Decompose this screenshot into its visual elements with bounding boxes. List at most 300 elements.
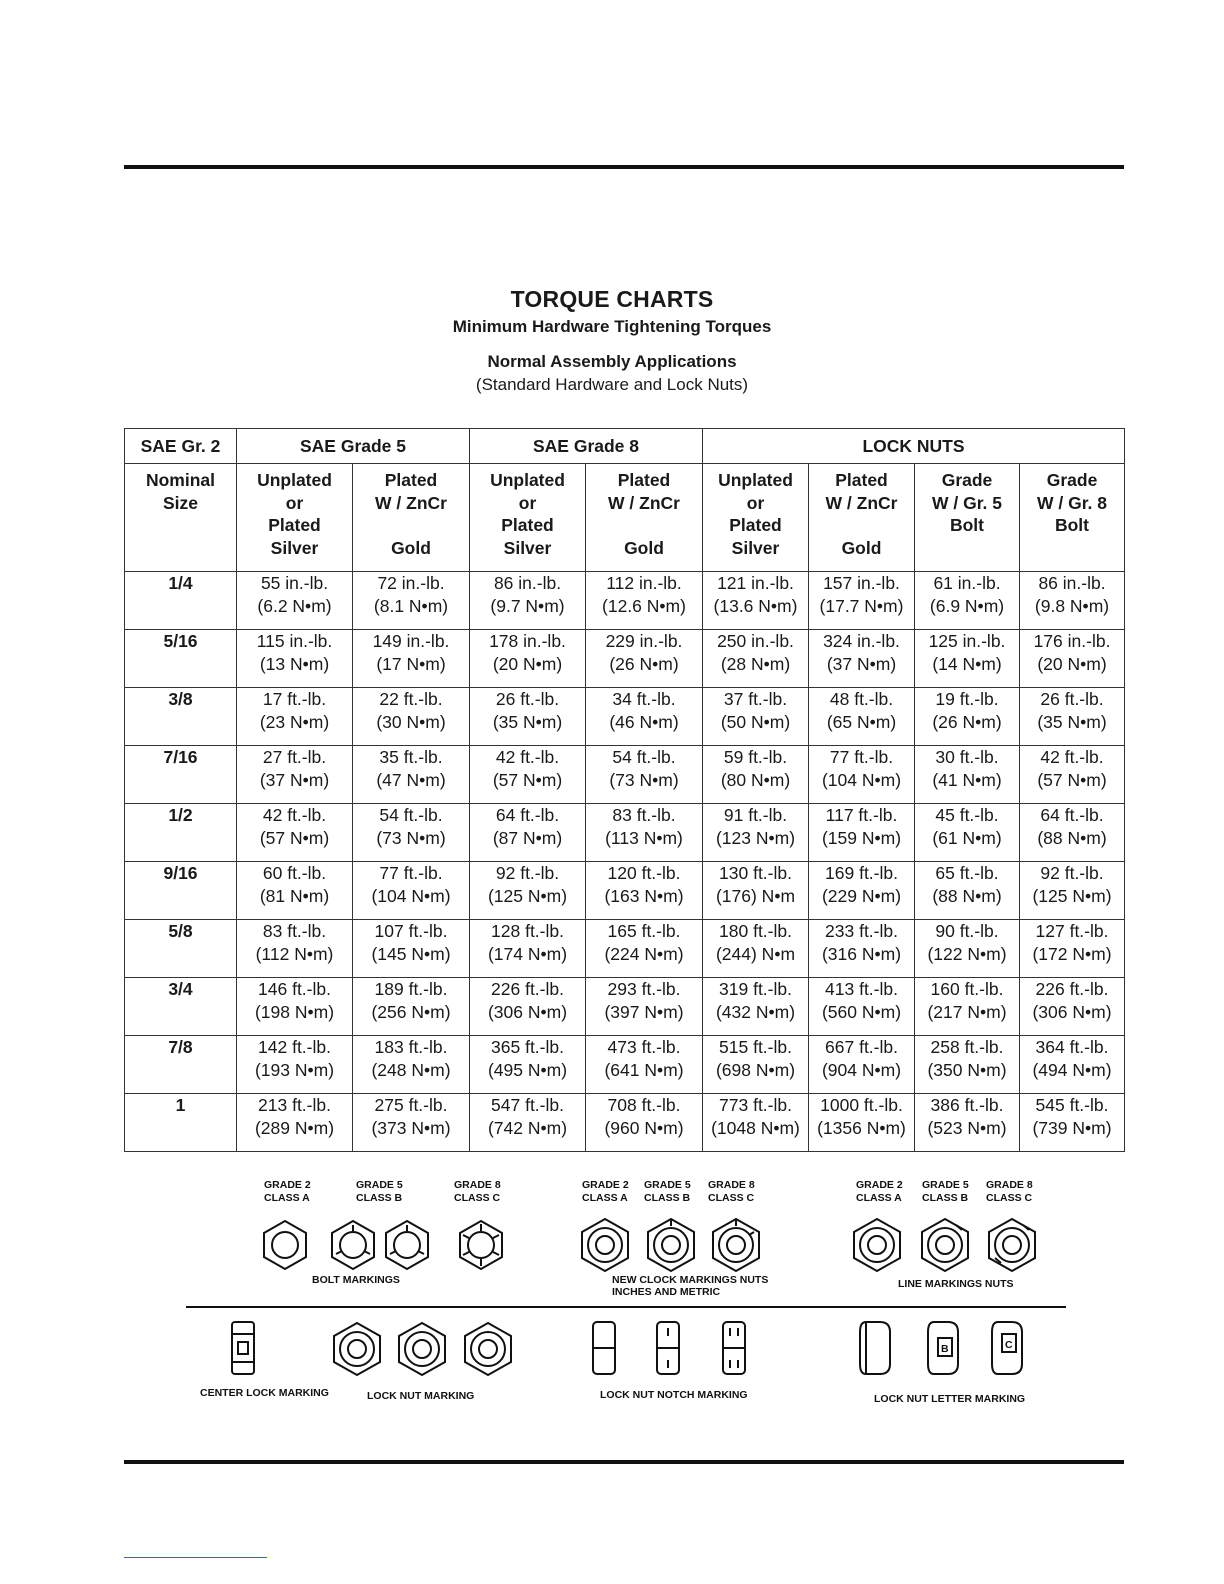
torque-imperial: 293 ft.-lb.: [607, 979, 681, 999]
torque-imperial: 233 ft.-lb.: [825, 921, 898, 941]
column-header-line: or: [518, 492, 537, 513]
torque-metric: (9.7 N•m): [490, 595, 565, 616]
torque-metric: (163 N•m): [604, 885, 684, 906]
torque-cell: [237, 804, 353, 862]
torque-metric: (373 N•m): [371, 1117, 451, 1138]
column-header-line: Gold: [624, 537, 664, 558]
torque-metric: (65 N•m): [826, 711, 897, 732]
grade-label: GRADE 2: [264, 1179, 311, 1191]
column-header-line: Silver: [270, 537, 319, 558]
torque-cell: [809, 1094, 915, 1152]
torque-cell: [353, 688, 470, 746]
table-row: [125, 978, 1125, 1036]
torque-cell: [915, 862, 1020, 920]
torque-imperial: 86 in.-lb.: [493, 573, 562, 593]
torque-table-body: [125, 572, 1125, 1152]
torque-metric: (229 N•m): [821, 885, 902, 906]
column-header-line: Unplated: [257, 470, 332, 490]
torque-imperial: 92 ft.-lb.: [495, 863, 560, 883]
class-label: CLASS B: [356, 1192, 403, 1204]
torque-metric: (57 N•m): [259, 827, 330, 848]
page-subtitle: Minimum Hardware Tightening Torques: [452, 317, 772, 336]
torque-imperial: 386 ft.-lb.: [930, 1095, 1004, 1115]
class-label: CLASS A: [582, 1192, 628, 1204]
column-header-line: Gold: [841, 537, 882, 558]
torque-metric: (57 N•m): [1037, 769, 1107, 790]
bolt-grade2-icon: [264, 1221, 306, 1269]
column-header: [809, 464, 915, 572]
torque-imperial: 54 ft.-lb.: [379, 805, 443, 825]
torque-metric: (37 N•m): [259, 769, 330, 790]
torque-cell: [1020, 630, 1125, 688]
class-label: CLASS B: [644, 1192, 691, 1204]
torque-metric: (306 N•m): [1032, 1001, 1112, 1022]
torque-metric: (256 N•m): [371, 1001, 451, 1022]
torque-imperial: 178 in.-lb.: [489, 631, 566, 651]
torque-imperial: 180 ft.-lb.: [719, 921, 792, 941]
torque-cell: [470, 862, 586, 920]
column-header: [915, 464, 1020, 572]
torque-cell: [353, 746, 470, 804]
torque-metric: (742 N•m): [487, 1117, 568, 1138]
table-row: [125, 746, 1125, 804]
torque-imperial: 17 ft.-lb.: [262, 689, 327, 709]
clock-markings-label: NEW CLOCK MARKINGS NUTS: [612, 1274, 769, 1286]
torque-imperial: 35 ft.-lb.: [379, 747, 443, 767]
grade-label: GRADE 5: [922, 1179, 969, 1191]
torque-metric: (30 N•m): [376, 711, 446, 732]
torque-cell: [237, 746, 353, 804]
column-header: [353, 464, 470, 572]
torque-metric: (41 N•m): [932, 769, 1002, 790]
torque-metric: (495 N•m): [487, 1059, 568, 1080]
torque-metric: (26 N•m): [609, 653, 679, 674]
column-header-line: [586, 514, 702, 537]
group-header: SAE Grade 8: [470, 429, 703, 464]
column-header-line: [915, 537, 1019, 560]
torque-imperial: 146 ft.-lb.: [258, 979, 331, 999]
lock-nut-label: LOCK NUT MARKING: [367, 1390, 475, 1402]
title-block: [0, 284, 1224, 396]
torque-cell: [809, 688, 915, 746]
column-header-line: Plated: [835, 470, 888, 490]
torque-cell: [353, 920, 470, 978]
torque-cell: [809, 862, 915, 920]
center-lock-nut-icon: [232, 1322, 254, 1374]
class-label: CLASS C: [454, 1192, 501, 1204]
torque-metric: (960 N•m): [604, 1117, 684, 1138]
torque-cell: [586, 630, 703, 688]
torque-cell: [915, 1036, 1020, 1094]
grade-label: GRADE 8: [454, 1179, 501, 1191]
column-header-line: Bolt: [949, 515, 985, 535]
torque-metric: (6.2 N•m): [257, 595, 332, 616]
torque-metric: (159 N•m): [821, 827, 902, 848]
class-label: CLASS A: [856, 1192, 902, 1204]
table-row: [125, 688, 1125, 746]
torque-metric: (641 N•m): [604, 1059, 684, 1080]
torque-metric: (289 N•m): [254, 1117, 335, 1138]
column-header-line: W / Gr. 5: [931, 492, 1003, 513]
torque-cell: [237, 572, 353, 630]
line-nut-grade5-icon: [922, 1219, 968, 1271]
column-header-line: Unplated: [718, 470, 793, 490]
torque-metric: (13 N•m): [259, 653, 330, 674]
torque-metric: (14 N•m): [932, 653, 1002, 674]
torque-imperial: 250 in.-lb.: [717, 631, 794, 651]
torque-imperial: 92 ft.-lb.: [1040, 863, 1104, 883]
torque-imperial: 125 in.-lb.: [928, 631, 1006, 651]
column-header-line: Plated: [384, 470, 438, 490]
markings-svg: [124, 1168, 1124, 1418]
torque-metric: (198 N•m): [254, 1001, 335, 1022]
letter-b-marking: B: [941, 1343, 949, 1355]
torque-metric: (112 N•m): [255, 943, 334, 964]
torque-cell: [915, 920, 1020, 978]
column-header-line: Grade: [1046, 470, 1098, 490]
torque-cell: [237, 1036, 353, 1094]
column-header-line: or: [746, 492, 765, 513]
torque-metric: (244) N•m: [715, 943, 796, 964]
torque-cell: [915, 630, 1020, 688]
torque-imperial: 258 ft.-lb.: [930, 1037, 1004, 1057]
torque-cell: [586, 688, 703, 746]
nominal-size-cell: 1/2: [125, 804, 237, 862]
hardware-markings-diagram: [124, 1168, 1124, 1418]
torque-metric: (494 N•m): [1032, 1059, 1112, 1080]
nominal-size-cell: 1/4: [125, 572, 237, 630]
page-title: TORQUE CHARTS: [510, 286, 714, 312]
clock-markings-sublabel: INCHES AND METRIC: [612, 1286, 721, 1298]
torque-imperial: 547 ft.-lb.: [491, 1095, 564, 1115]
torque-cell: [470, 1094, 586, 1152]
torque-cell: [470, 1036, 586, 1094]
center-lock-label: CENTER LOCK MARKING: [200, 1387, 329, 1399]
torque-metric: (698 N•m): [715, 1059, 796, 1080]
torque-imperial: 77 ft.-lb.: [379, 863, 443, 883]
column-header-line: W / ZnCr: [825, 492, 898, 513]
line-nut-grade2-icon: [854, 1219, 900, 1271]
torque-metric: (61 N•m): [932, 827, 1002, 848]
torque-metric: (174 N•m): [487, 943, 568, 964]
grade-label: GRADE 5: [356, 1179, 403, 1191]
torque-cell: [703, 862, 809, 920]
torque-metric: (125 N•m): [487, 885, 568, 906]
torque-table: [124, 428, 1125, 1152]
torque-imperial: 667 ft.-lb.: [825, 1037, 898, 1057]
torque-metric: (125 N•m): [1032, 885, 1112, 906]
torque-metric: (13.6 N•m): [713, 595, 798, 616]
torque-cell: [353, 1036, 470, 1094]
column-header-row: [125, 464, 1125, 572]
torque-cell: [470, 630, 586, 688]
torque-imperial: 121 in.-lb.: [717, 573, 794, 593]
torque-cell: [470, 572, 586, 630]
lock-nut-icon: [334, 1323, 511, 1375]
torque-cell: [237, 862, 353, 920]
nominal-size-cell: 1: [125, 1094, 237, 1152]
nominal-size-cell: 7/16: [125, 746, 237, 804]
torque-metric: (88 N•m): [1037, 827, 1107, 848]
nominal-size-cell: 7/8: [125, 1036, 237, 1094]
torque-imperial: 72 in.-lb.: [377, 573, 445, 593]
torque-metric: (26 N•m): [932, 711, 1002, 732]
torque-cell: [703, 630, 809, 688]
torque-imperial: 773 ft.-lb.: [719, 1095, 792, 1115]
torque-cell: [1020, 1036, 1125, 1094]
torque-imperial: 189 ft.-lb.: [374, 979, 448, 999]
notch-nut-icon: [593, 1322, 745, 1374]
torque-imperial: 165 ft.-lb.: [607, 921, 681, 941]
torque-cell: [470, 920, 586, 978]
torque-cell: [915, 746, 1020, 804]
torque-imperial: 107 ft.-lb.: [374, 921, 448, 941]
torque-imperial: 226 ft.-lb.: [1035, 979, 1109, 999]
torque-cell: [703, 746, 809, 804]
class-label: CLASS B: [922, 1192, 969, 1204]
column-header-line: Silver: [503, 537, 552, 558]
torque-cell: [470, 804, 586, 862]
column-header-line: Plated: [729, 515, 782, 535]
torque-cell: [809, 1036, 915, 1094]
section-note: (Standard Hardware and Lock Nuts): [475, 375, 749, 394]
column-header-line: W / ZnCr: [608, 492, 680, 513]
torque-imperial: 275 ft.-lb.: [374, 1095, 448, 1115]
torque-metric: (176) N•m: [715, 885, 796, 906]
torque-metric: (397 N•m): [604, 1001, 684, 1022]
line-markings-label: LINE MARKINGS NUTS: [898, 1278, 1014, 1290]
torque-imperial: 30 ft.-lb.: [935, 747, 999, 767]
torque-imperial: 34 ft.-lb.: [612, 689, 676, 709]
torque-imperial: 169 ft.-lb.: [825, 863, 898, 883]
torque-imperial: 1000 ft.-lb.: [820, 1095, 903, 1115]
notch-label: LOCK NUT NOTCH MARKING: [600, 1389, 748, 1401]
torque-metric: (306 N•m): [487, 1001, 568, 1022]
torque-imperial: 112 in.-lb.: [606, 573, 682, 593]
torque-metric: (123 N•m): [715, 827, 796, 848]
torque-cell: [809, 572, 915, 630]
torque-imperial: 157 in.-lb.: [823, 573, 900, 593]
grade-label: GRADE 2: [856, 1179, 903, 1191]
clock-nut-grade2-icon: [582, 1219, 628, 1271]
torque-metric: (904 N•m): [821, 1059, 902, 1080]
section-title: Normal Assembly Applications: [487, 352, 737, 371]
torque-metric: (739 N•m): [1032, 1117, 1112, 1138]
column-header-line: Nominal: [145, 470, 216, 490]
torque-metric: (122 N•m): [927, 943, 1007, 964]
torque-imperial: 64 ft.-lb.: [495, 805, 560, 825]
torque-metric: (145 N•m): [371, 943, 451, 964]
group-header: SAE Grade 5: [237, 429, 470, 464]
torque-imperial: 176 in.-lb.: [1033, 631, 1111, 651]
grade-label: GRADE 8: [708, 1179, 755, 1191]
torque-cell: [1020, 920, 1125, 978]
column-header-line: Plated: [617, 470, 671, 490]
torque-metric: (87 N•m): [492, 827, 563, 848]
torque-imperial: 77 ft.-lb.: [829, 747, 894, 767]
torque-metric: (73 N•m): [376, 827, 446, 848]
nominal-size-cell: 5/8: [125, 920, 237, 978]
column-header: [470, 464, 586, 572]
table-row: [125, 630, 1125, 688]
torque-metric: (316 N•m): [821, 943, 902, 964]
letter-label: LOCK NUT LETTER MARKING: [874, 1393, 1026, 1405]
column-header-line: Plated: [501, 515, 554, 535]
torque-cell: [470, 688, 586, 746]
bolt-grade5-icon: [332, 1221, 428, 1269]
grade-label: GRADE 8: [986, 1179, 1033, 1191]
torque-metric: (23 N•m): [259, 711, 330, 732]
torque-imperial: 42 ft.-lb.: [1040, 747, 1104, 767]
column-header-line: Unplated: [490, 470, 565, 490]
nominal-size-cell: 3/8: [125, 688, 237, 746]
torque-imperial: 86 in.-lb.: [1038, 573, 1106, 593]
torque-imperial: 229 in.-lb.: [605, 631, 683, 651]
torque-metric: (12.6 N•m): [602, 595, 686, 616]
torque-metric: (1048 N•m): [711, 1117, 800, 1138]
torque-imperial: 22 ft.-lb.: [379, 689, 443, 709]
torque-cell: [915, 572, 1020, 630]
torque-cell: [809, 920, 915, 978]
torque-metric: (28 N•m): [720, 653, 791, 674]
torque-imperial: 60 ft.-lb.: [262, 863, 327, 883]
column-header: [703, 464, 809, 572]
torque-imperial: 19 ft.-lb.: [935, 689, 999, 709]
group-header: SAE Gr. 2: [125, 429, 237, 464]
torque-metric: (224 N•m): [604, 943, 684, 964]
torque-cell: [586, 920, 703, 978]
torque-imperial: 364 ft.-lb.: [1035, 1037, 1109, 1057]
table-row: [125, 920, 1125, 978]
torque-imperial: 545 ft.-lb.: [1035, 1095, 1109, 1115]
column-header-line: Gold: [391, 537, 431, 558]
torque-cell: [353, 978, 470, 1036]
column-header-line: [809, 514, 914, 537]
torque-cell: [237, 920, 353, 978]
column-header: [125, 464, 237, 572]
torque-cell: [586, 572, 703, 630]
torque-cell: [1020, 1094, 1125, 1152]
torque-metric: (8.1 N•m): [373, 595, 449, 616]
torque-metric: (50 N•m): [720, 711, 791, 732]
torque-imperial: 48 ft.-lb.: [829, 689, 894, 709]
torque-cell: [703, 978, 809, 1036]
table-row: [125, 1036, 1125, 1094]
torque-metric: (560 N•m): [821, 1001, 902, 1022]
torque-cell: [915, 688, 1020, 746]
torque-cell: [703, 804, 809, 862]
header-rule: [124, 165, 1124, 169]
class-label: CLASS C: [708, 1192, 755, 1204]
torque-imperial: 42 ft.-lb.: [495, 747, 560, 767]
torque-imperial: 413 ft.-lb.: [825, 979, 898, 999]
torque-cell: [1020, 746, 1125, 804]
class-label: CLASS C: [986, 1192, 1033, 1204]
footer-link-underline: [124, 1557, 267, 1558]
torque-imperial: 319 ft.-lb.: [719, 979, 792, 999]
column-header: [586, 464, 703, 572]
torque-metric: (81 N•m): [259, 885, 330, 906]
torque-cell: [1020, 804, 1125, 862]
torque-metric: (104 N•m): [821, 769, 902, 790]
torque-cell: [470, 746, 586, 804]
torque-cell: [586, 804, 703, 862]
torque-cell: [353, 630, 470, 688]
table-row: [125, 572, 1125, 630]
torque-metric: (88 N•m): [932, 885, 1002, 906]
torque-imperial: 27 ft.-lb.: [262, 747, 327, 767]
torque-cell: [353, 1094, 470, 1152]
torque-imperial: 160 ft.-lb.: [930, 979, 1004, 999]
bolt-grade8-icon: [460, 1221, 502, 1269]
table-row: [125, 804, 1125, 862]
torque-cell: [353, 572, 470, 630]
torque-imperial: 59 ft.-lb.: [723, 747, 788, 767]
torque-metric: (17.7 N•m): [819, 595, 904, 616]
footer-rule: [124, 1460, 1124, 1464]
column-header-line: W / ZnCr: [375, 492, 447, 513]
torque-metric: (20 N•m): [492, 653, 563, 674]
torque-imperial: 128 ft.-lb.: [491, 921, 564, 941]
torque-imperial: 61 in.-lb.: [933, 573, 1001, 593]
letter-c-marking: C: [1005, 1339, 1013, 1351]
column-header-line: Size: [162, 492, 199, 513]
torque-metric: (217 N•m): [927, 1001, 1007, 1022]
torque-imperial: 117 ft.-lb.: [825, 805, 898, 825]
torque-cell: [703, 1036, 809, 1094]
torque-cell: [915, 804, 1020, 862]
column-header: [1020, 464, 1125, 572]
torque-cell: [353, 862, 470, 920]
torque-metric: (432 N•m): [715, 1001, 796, 1022]
torque-imperial: 55 in.-lb.: [260, 573, 329, 593]
torque-cell: [237, 688, 353, 746]
torque-metric: (37 N•m): [826, 653, 897, 674]
torque-imperial: 26 ft.-lb.: [495, 689, 560, 709]
torque-cell: [237, 630, 353, 688]
torque-metric: (57 N•m): [492, 769, 563, 790]
torque-cell: [809, 630, 915, 688]
torque-imperial: 91 ft.-lb.: [723, 805, 788, 825]
torque-cell: [703, 572, 809, 630]
nominal-size-cell: 3/4: [125, 978, 237, 1036]
clock-nut-grade8-icon: [713, 1219, 759, 1271]
torque-imperial: 324 in.-lb.: [823, 631, 900, 651]
torque-metric: (20 N•m): [1037, 653, 1107, 674]
torque-metric: (9.8 N•m): [1034, 595, 1110, 616]
torque-imperial: 149 in.-lb.: [372, 631, 450, 651]
torque-imperial: 473 ft.-lb.: [607, 1037, 681, 1057]
column-header-line: W / Gr. 8: [1036, 492, 1108, 513]
column-header-line: [125, 537, 236, 560]
torque-imperial: 37 ft.-lb.: [723, 689, 788, 709]
torque-metric: (193 N•m): [254, 1059, 335, 1080]
torque-metric: (6.9 N•m): [929, 595, 1005, 616]
torque-cell: [586, 746, 703, 804]
torque-metric: (523 N•m): [927, 1117, 1007, 1138]
torque-imperial: 90 ft.-lb.: [935, 921, 999, 941]
torque-imperial: 65 ft.-lb.: [935, 863, 999, 883]
grade-label: GRADE 2: [582, 1179, 629, 1191]
torque-metric: (46 N•m): [609, 711, 679, 732]
torque-cell: [1020, 862, 1125, 920]
torque-cell: [703, 688, 809, 746]
torque-metric: (104 N•m): [371, 885, 451, 906]
table-row: [125, 1094, 1125, 1152]
nominal-size-cell: 5/16: [125, 630, 237, 688]
torque-cell: [586, 1094, 703, 1152]
column-header: [237, 464, 353, 572]
